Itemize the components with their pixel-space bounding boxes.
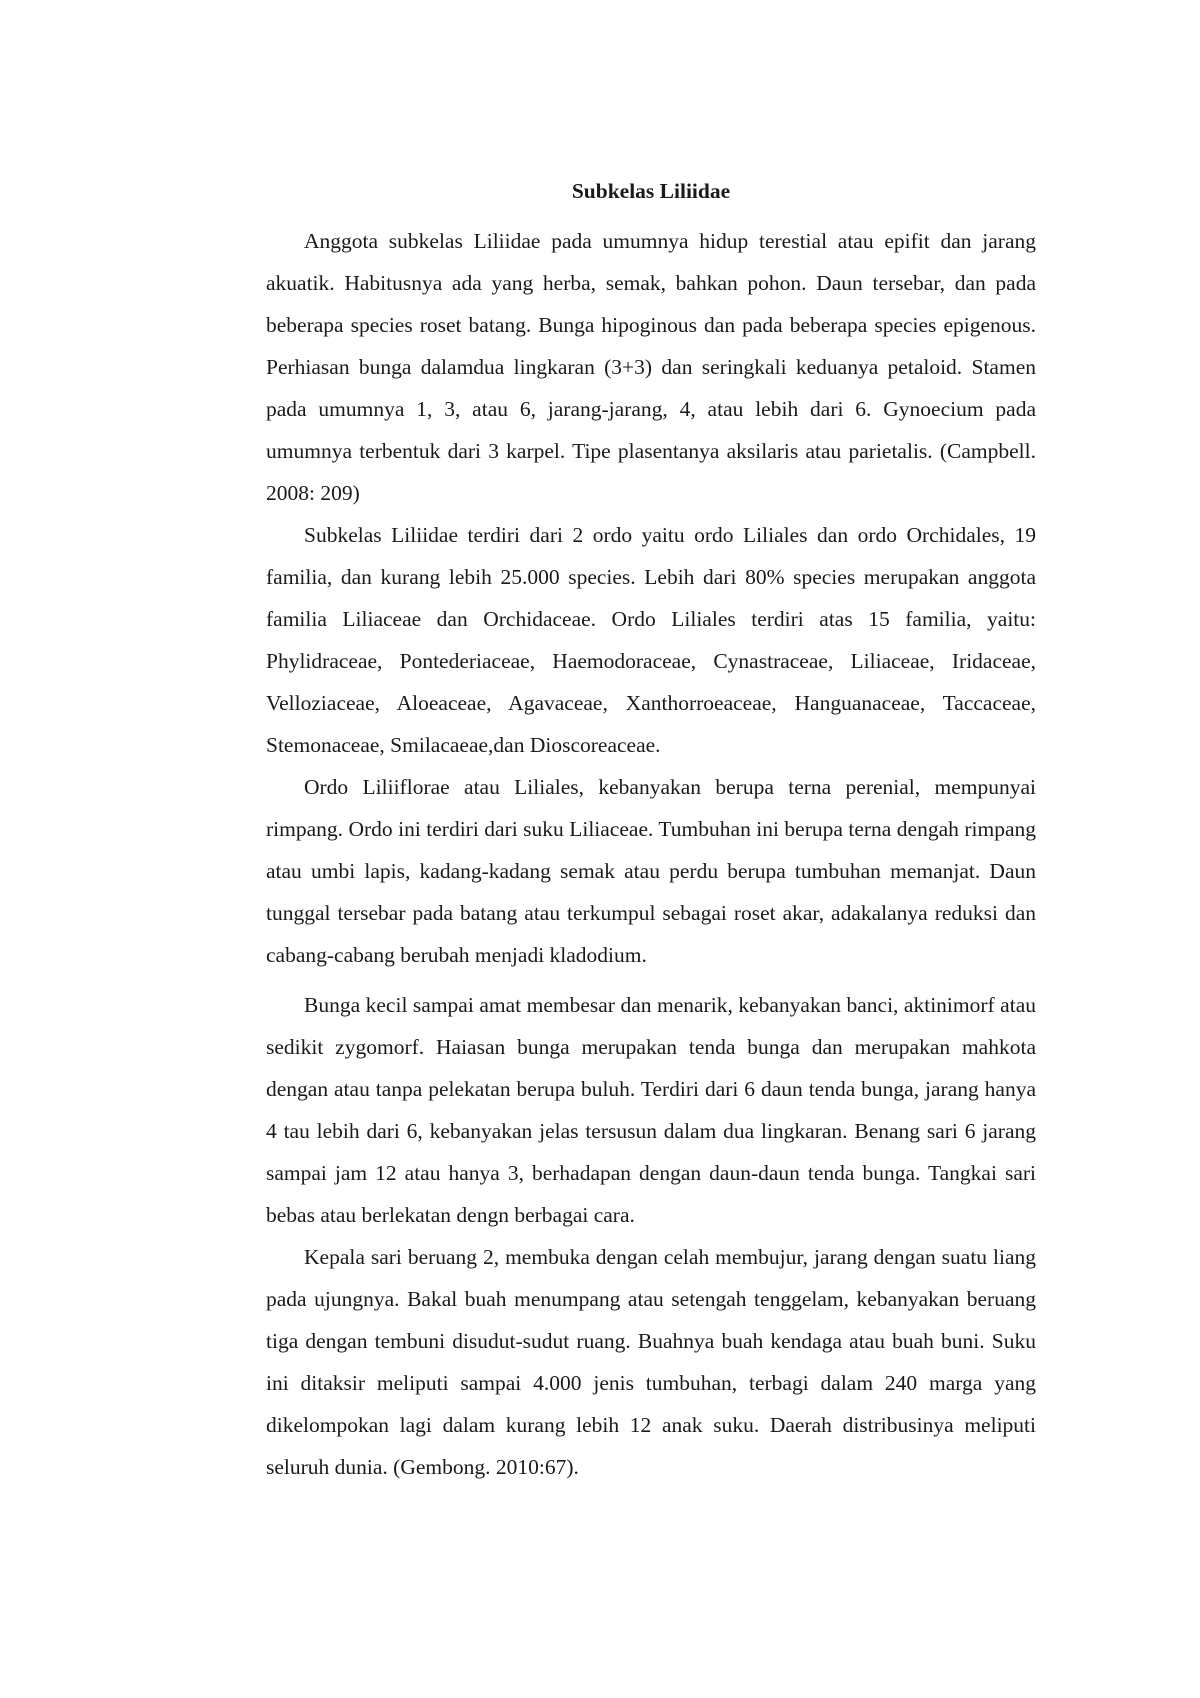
paragraph-5: Kepala sari beruang 2, membuka dengan celah membujur, jarang dengan suatu liang pada ujungnya. Bakal buah menumpang atau setengah tenggelam, kebanyakan beruang tiga dengan tembuni disudut-sudut ruang. Buahnya buah kendaga atau buah buni. Suku ini ditaksir meliputi sampai 4.000 jenis tumbuhan, terbagi dalam 240 marga yang dikelompokan lagi dalam kurang lebih 12 anak suku. Daerah distribusinya meliputi seluruh dunia. (Gembong. 2010:67). (266, 1245, 1036, 1479)
document-body (266, 170, 1036, 1488)
paragraph-4: Bunga kecil sampai amat membesar dan menarik, kebanyakan banci, aktinimorf atau sedikit zygomorf. Haiasan bunga merupakan tenda bunga dan merupakan mahkota dengan atau tanpa pelekatan berupa buluh. Terdiri dari 6 daun tenda bunga, jarang hanya 4 tau lebih dari 6, kebanyakan jelas tersusun dalam dua lingkaran. Benang sari 6 jarang sampai jam 12 atau hanya 3, berhadapan dengan daun-daun tenda bunga. Tangkai sari bebas atau berlekatan dengn berbagai cara. (266, 993, 1036, 1227)
paragraph-3: Ordo Liliiflorae atau Liliales, kebanyakan berupa terna perenial, mempunyai rimpang. Ordo ini terdiri dari suku Liliaceae. Tumbuhan ini berupa terna dengah rimpang atau umbi lapis, kadang-kadang semak atau perdu berupa tumbuhan memanjat. Daun tunggal tersebar pada batang atau terkumpul sebagai roset akar, adakalanya reduksi dan cabang-cabang berubah menjadi kladodium. (266, 775, 1036, 967)
document-title: Subkelas Liliidae (571, 179, 731, 203)
paragraph-2: Subkelas Liliidae terdiri dari 2 ordo yaitu ordo Liliales dan ordo Orchidales, 19 familia, dan kurang lebih 25.000 species. Lebih dari 80% species merupakan anggota familia Liliaceae dan Orchidaceae. Ordo Liliales terdiri atas 15 familia, yaitu: Phylidraceae, Pontederiaceae, Haemodoraceae, Cynastraceae, Liliaceae, Iridaceae, Velloziaceae, Aloeaceae, Agavaceae, Xanthorroeaceae, Hanguanaceae, Taccaceae, Stemonaceae, Smilacaeae,dan Dioscoreaceae. (266, 523, 1036, 757)
paragraph-1: Anggota subkelas Liliidae pada umumnya hidup terestial atau epifit dan jarang akuatik. Habitusnya ada yang herba, semak, bahkan pohon. Daun tersebar, dan pada beberapa species roset batang. Bunga hipoginous dan pada beberapa species epigenous. Perhiasan bunga dalamdua lingkaran (3+3) dan seringkali keduanya petaloid. Stamen pada umumnya 1, 3, atau 6, jarang-jarang, 4, atau lebih dari 6. Gynoecium pada umumnya terbentuk dari 3 karpel. Tipe plasentanya aksilaris atau parietalis. (Campbell. 2008: 209) (266, 229, 1036, 505)
